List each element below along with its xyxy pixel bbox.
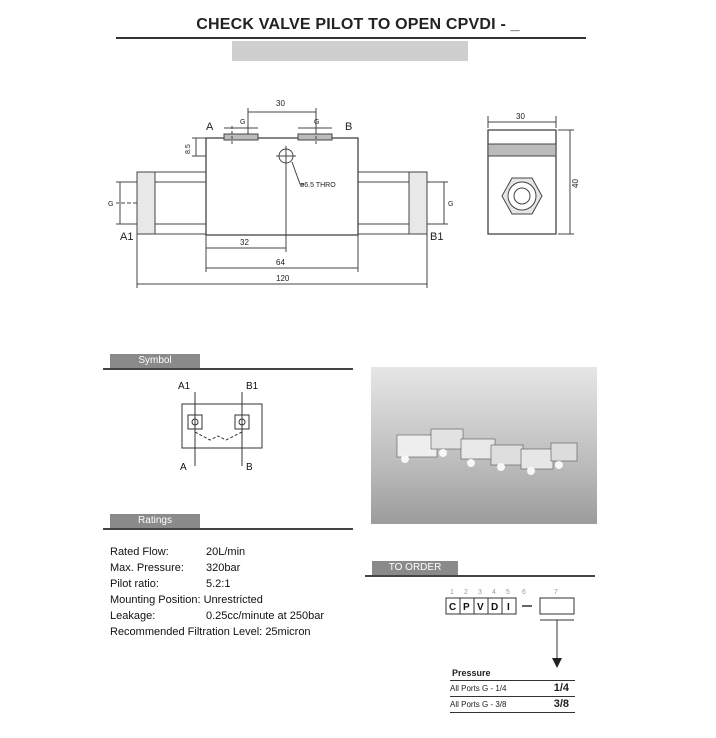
front-view-drawing <box>100 90 460 290</box>
order-code-diagram <box>440 586 590 676</box>
rating-leakage: Leakage: 0.25cc/minute at 250bar <box>110 610 325 622</box>
product-photo <box>371 367 597 524</box>
rating-pilot-ratio: Pilot ratio: 5.2:1 <box>110 578 231 590</box>
order-letter-d: D <box>491 602 499 613</box>
symbol-label-a: A <box>180 462 187 473</box>
rating-max-pressure: Max. Pressure: 320bar <box>110 562 241 574</box>
pressure-row-1-4: All Ports G - 1/4 1/4 <box>450 682 569 694</box>
dim-120: 120 <box>276 274 290 283</box>
order-pos-2: 2 <box>464 589 468 596</box>
order-letter-v: V <box>477 602 484 613</box>
dim-64: 64 <box>276 258 285 267</box>
pressure-row-3-8: All Ports G - 3/8 3/8 <box>450 698 569 710</box>
dim-top-30: 30 <box>276 99 285 108</box>
side-dim-40: 40 <box>571 179 580 188</box>
rating-mounting-position: Mounting Position: Unrestricted <box>110 594 263 606</box>
port-label-b1: B1 <box>430 231 444 243</box>
hole-note: ø6.5 THRO <box>300 182 336 189</box>
hydraulic-symbol <box>170 378 270 478</box>
port-label-a1: A1 <box>120 231 134 243</box>
order-letter-c: C <box>449 602 457 613</box>
order-pos-7: 7 <box>554 589 558 596</box>
symbol-label-b: B <box>246 462 253 473</box>
dim-8-5: 8.5 <box>185 144 192 154</box>
title-grey-bar <box>232 41 468 61</box>
order-pos-4: 4 <box>492 589 496 596</box>
order-pos-5: 5 <box>506 589 510 596</box>
order-pos-6: 6 <box>522 589 526 596</box>
order-letter-p: P <box>463 602 470 613</box>
port-label-b: B <box>345 121 353 133</box>
pressure-rule-bottom <box>450 712 575 713</box>
port-label-a: A <box>206 121 214 133</box>
dim-g-right: G <box>448 201 454 208</box>
symbol-tab: Symbol <box>110 354 200 368</box>
symbol-rule <box>103 368 353 370</box>
order-tab: TO ORDER <box>372 561 458 575</box>
dim-g-right-top: G <box>314 119 320 126</box>
order-pos-3: 3 <box>478 589 482 596</box>
dim-g-left-top: G <box>240 119 246 126</box>
dim-g-left: G <box>108 201 114 208</box>
side-dim-30: 30 <box>516 112 525 121</box>
dim-32: 32 <box>240 238 249 247</box>
ratings-tab: Ratings <box>110 514 200 528</box>
symbol-label-a1: A1 <box>178 381 191 392</box>
side-view-drawing <box>478 108 588 248</box>
pressure-rule-top <box>450 680 575 681</box>
ratings-list <box>110 544 324 640</box>
order-letter-i: I <box>507 602 510 613</box>
rating-rated-flow: Rated Flow: 20L/min <box>110 546 246 558</box>
order-pos-1: 1 <box>450 589 454 596</box>
order-rule <box>365 575 595 577</box>
valve-photo-illustration <box>371 367 597 524</box>
page-title: CHECK VALVE PILOT TO OPEN CPVDI - _ <box>196 16 520 33</box>
pressure-rule-mid <box>450 696 575 697</box>
rating-filtration: Recommended Filtration Level: 25micron <box>110 626 311 638</box>
title-rule <box>116 37 586 39</box>
ratings-rule <box>103 528 353 530</box>
pressure-title: Pressure <box>452 668 491 678</box>
symbol-label-b1: B1 <box>246 381 259 392</box>
